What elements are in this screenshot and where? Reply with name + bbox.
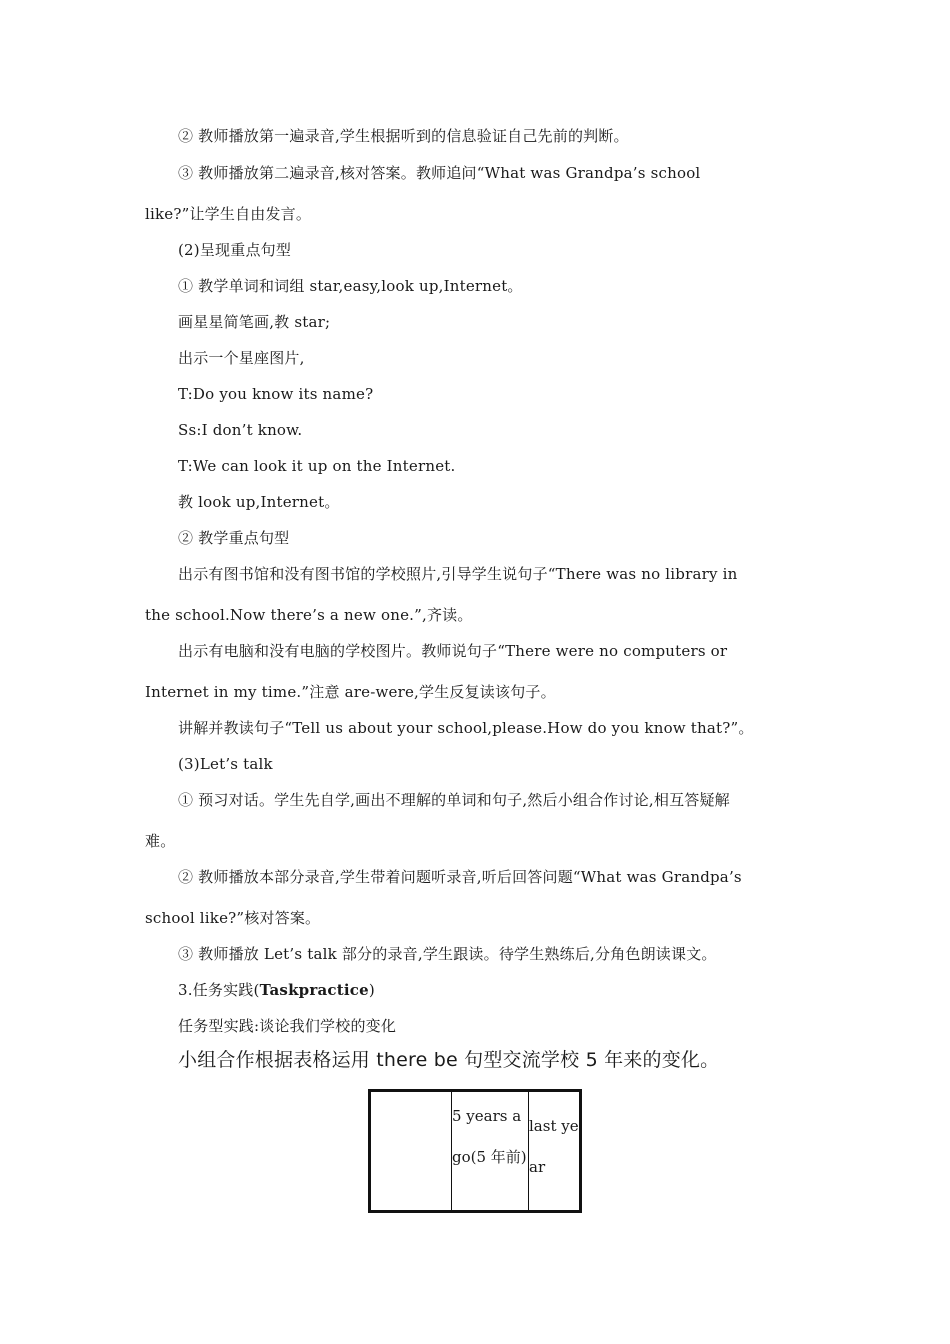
table-row: [370, 1091, 581, 1212]
text-line: 画星星简笔画,教 star;: [178, 313, 331, 331]
task-heading-suffix: ): [368, 981, 375, 999]
text-line: the school.Now there’s a new one.”,齐读。: [145, 606, 473, 624]
text-line: ② 教学重点句型: [178, 529, 290, 547]
text-line: 难。: [145, 832, 176, 850]
text-line: Internet in my time.”注意 are-were,学生反复读该句子。: [145, 683, 556, 701]
dialog-line: Ss:I don’t know.: [178, 421, 303, 439]
text-line: like?”让学生自由发言。: [145, 205, 312, 223]
task-heading: [178, 980, 375, 1000]
text-line: 讲解并教读句子“Tell us about your school,please.How do you know that?”。: [178, 719, 754, 737]
text-line: ③ 教师播放 Let’s talk 部分的录音,学生跟读。待学生熟练后,分角色朗读课文。: [178, 945, 717, 963]
table-cell-five-years-ago: 5 years ago(5 年前): [452, 1091, 529, 1212]
large-text-line: 小组合作根据表格运用 there be 句型交流学校 5 年来的变化。: [178, 1049, 720, 1071]
text-line: 出示有图书馆和没有图书馆的学校照片,引导学生说句子“There was no library in: [178, 565, 738, 583]
table-cell-blank: [370, 1091, 452, 1212]
text-line: 教 look up,Internet。: [178, 493, 340, 511]
text-line: ② 教师播放第一遍录音,学生根据听到的信息验证自己先前的判断。: [178, 127, 629, 145]
text-line: school like?”核对答案。: [145, 909, 321, 927]
section-heading: (3)Let’s talk: [178, 755, 273, 773]
text-line: 出示一个星座图片,: [178, 349, 305, 367]
text-line: ① 教学单词和词组 star,easy,look up,Internet。: [178, 277, 523, 295]
change-table: [368, 1089, 582, 1213]
dialog-line: T:We can look it up on the Internet.: [178, 457, 456, 475]
text-line: ② 教师播放本部分录音,学生带着问题听录音,听后回答问题“What was Grandpa’s: [178, 868, 742, 886]
text-line: 出示有电脑和没有电脑的学校图片。教师说句子“There were no computers or: [178, 642, 728, 660]
task-heading-prefix: 3.任务实践(: [178, 981, 260, 999]
task-heading-bold: Taskpractice: [259, 981, 369, 999]
table-cell-last-year: last year: [529, 1091, 581, 1212]
text-line: ③ 教师播放第二遍录音,核对答案。教师追问“What was Grandpa’s school: [178, 164, 701, 182]
text-line: ① 预习对话。学生先自学,画出不理解的单词和句子,然后小组合作讨论,相互答疑解: [178, 791, 730, 809]
dialog-line: T:Do you know its name?: [178, 385, 374, 403]
text-line: 任务型实践:谈论我们学校的变化: [178, 1017, 397, 1035]
section-heading: (2)呈现重点句型: [178, 241, 292, 259]
